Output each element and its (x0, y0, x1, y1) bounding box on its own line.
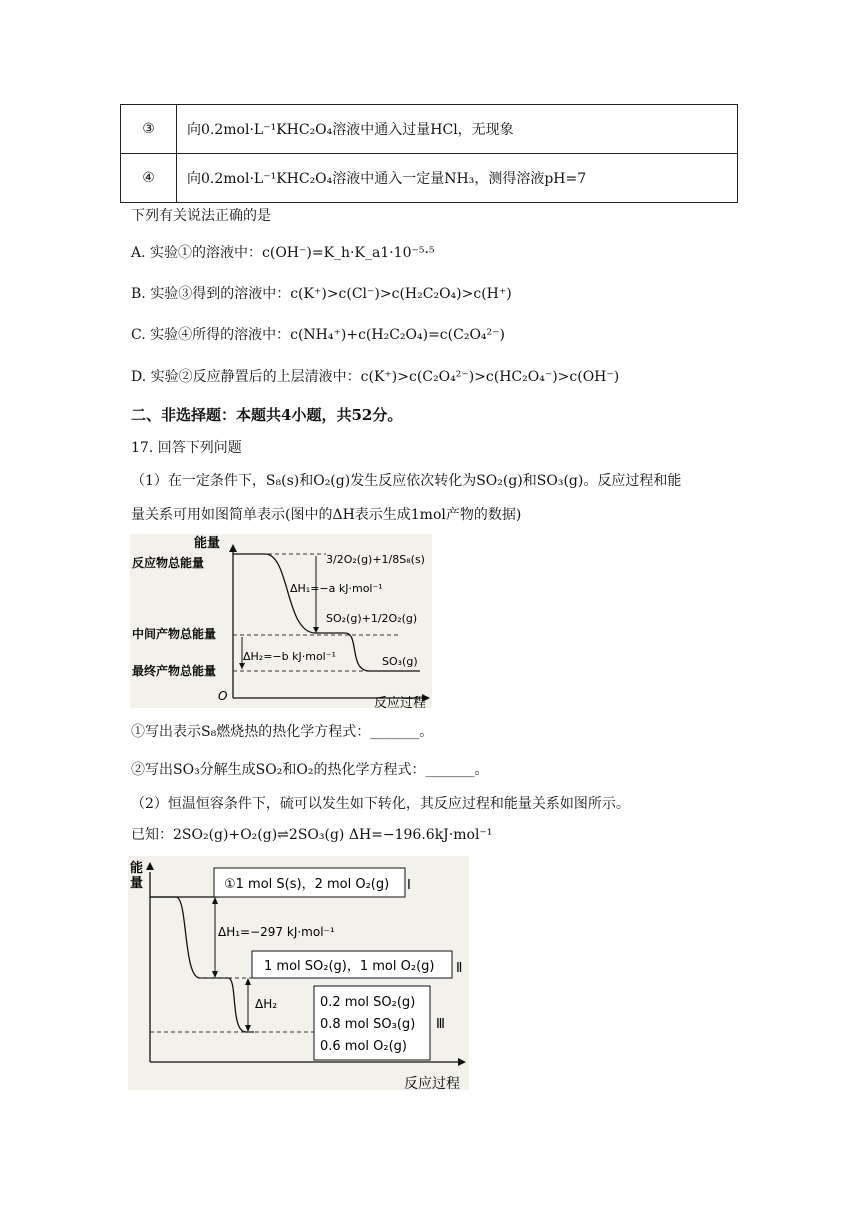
row-text: 向0.2mol·L⁻¹KHC₂O₄溶液中通入一定量NH₃，测得溶液pH=7 (177, 154, 738, 203)
origin-label: O (218, 689, 228, 703)
box3-line: 0.8 mol SO₃(g) (320, 1017, 416, 1032)
section-title: 二、非选择题：本题共4小题，共52分。 (131, 406, 403, 424)
option-b (131, 284, 512, 304)
option-label: B. (131, 286, 146, 302)
box3-line: 0.6 mol O₂(g) (320, 1039, 408, 1054)
question-stem: 下列有关说法正确的是 (131, 208, 271, 224)
row-number: ③ (121, 105, 177, 154)
box2-tag: Ⅱ (456, 961, 463, 976)
option-label: D. (131, 369, 147, 385)
energy-diagram-1 (130, 534, 432, 708)
final-species: SO₃(g) (382, 655, 418, 668)
energy-diagram-1-svg (130, 534, 432, 708)
dh2-label: ΔH₂=−b kJ·mol⁻¹ (243, 650, 336, 663)
y-axis-label-top: 能 (130, 861, 144, 876)
q17-title: 17. 回答下列问题 (131, 440, 242, 456)
row-text: 向0.2mol·L⁻¹KHC₂O₄溶液中通入过量HCl，无现象 (177, 105, 738, 154)
option-c (131, 325, 505, 345)
box2-text: 1 mol SO₂(g)，1 mol O₂(g) (264, 959, 435, 974)
q17-part2: （2）恒温恒容条件下，硫可以发生如下转化，其反应过程和能量关系如图所示。 (131, 796, 630, 812)
row-number: ④ (121, 154, 177, 203)
q17-part1-line1: （1）在一定条件下，S₈(s)和O₂(g)发生反应依次转化为SO₂(g)和SO₃(g)。反应过程和能 (131, 473, 682, 489)
option-text: 实验③得到的溶液中：c(K⁺)>c(Cl⁻)>c(H₂C₂O₄)>c(H⁺) (150, 286, 512, 302)
q17-known: 已知：2SO₂(g)+O₂(g)⇌2SO₃(g) ΔH=−196.6kJ·mol⁻¹ (131, 827, 493, 843)
x-axis-label: 反应过程 (404, 1076, 460, 1090)
x-axis-label: 反应过程 (374, 696, 427, 708)
level-label-intermediate: 中间产物总能量 (132, 627, 217, 641)
dh1-label: ΔH₁=−a kJ·mol⁻¹ (290, 582, 383, 595)
option-label: A. (131, 245, 146, 261)
top-species: 3/2O₂(g)+1/8S₈(s) (326, 553, 425, 566)
experiment-table (120, 104, 738, 203)
energy-diagram-2 (128, 856, 469, 1090)
box1-text: ①1 mol S(s)，2 mol O₂(g) (224, 877, 390, 892)
box3-tag: Ⅲ (436, 1017, 445, 1032)
energy-diagram-2-svg (128, 856, 469, 1090)
option-text: 实验④所得的溶液中：c(NH₄⁺)+c(H₂C₂O₄)=c(C₂O₄²⁻) (150, 327, 505, 343)
dh1-label: ΔH₁=−297 kJ·mol⁻¹ (218, 925, 335, 939)
mid-species: SO₂(g)+1/2O₂(g) (326, 612, 418, 625)
table-row (121, 154, 738, 203)
q17-sub2: ②写出SO₃分解生成SO₂和O₂的热化学方程式：_______。 (131, 762, 489, 778)
box1-tag: Ⅰ (407, 878, 411, 893)
dh2-label: ΔH₂ (255, 997, 278, 1011)
level-label-reactant: 反应物总能量 (132, 556, 205, 570)
table-row (121, 105, 738, 154)
q17-part1-line2: 量关系可用如图简单表示(图中的ΔH表示生成1mol产物的数据) (131, 507, 522, 523)
y-axis-label: 能量 (194, 536, 221, 551)
option-text: 实验①的溶液中：c(OH⁻)=K_h·K_a1·10⁻⁵·⁵ (150, 245, 435, 261)
option-label: C. (131, 327, 146, 343)
y-axis-label-bottom: 量 (130, 876, 144, 891)
option-text: 实验②反应静置后的上层清液中：c(K⁺)>c(C₂O₄²⁻)>c(HC₂O₄⁻)>c(OH⁻) (150, 369, 620, 385)
option-a (131, 243, 435, 263)
option-d (131, 367, 619, 387)
level-label-final: 最终产物总能量 (132, 664, 217, 678)
box3-line: 0.2 mol SO₂(g) (320, 995, 416, 1010)
q17-sub1: ①写出表示S₈燃烧热的热化学方程式：_______。 (131, 724, 434, 740)
